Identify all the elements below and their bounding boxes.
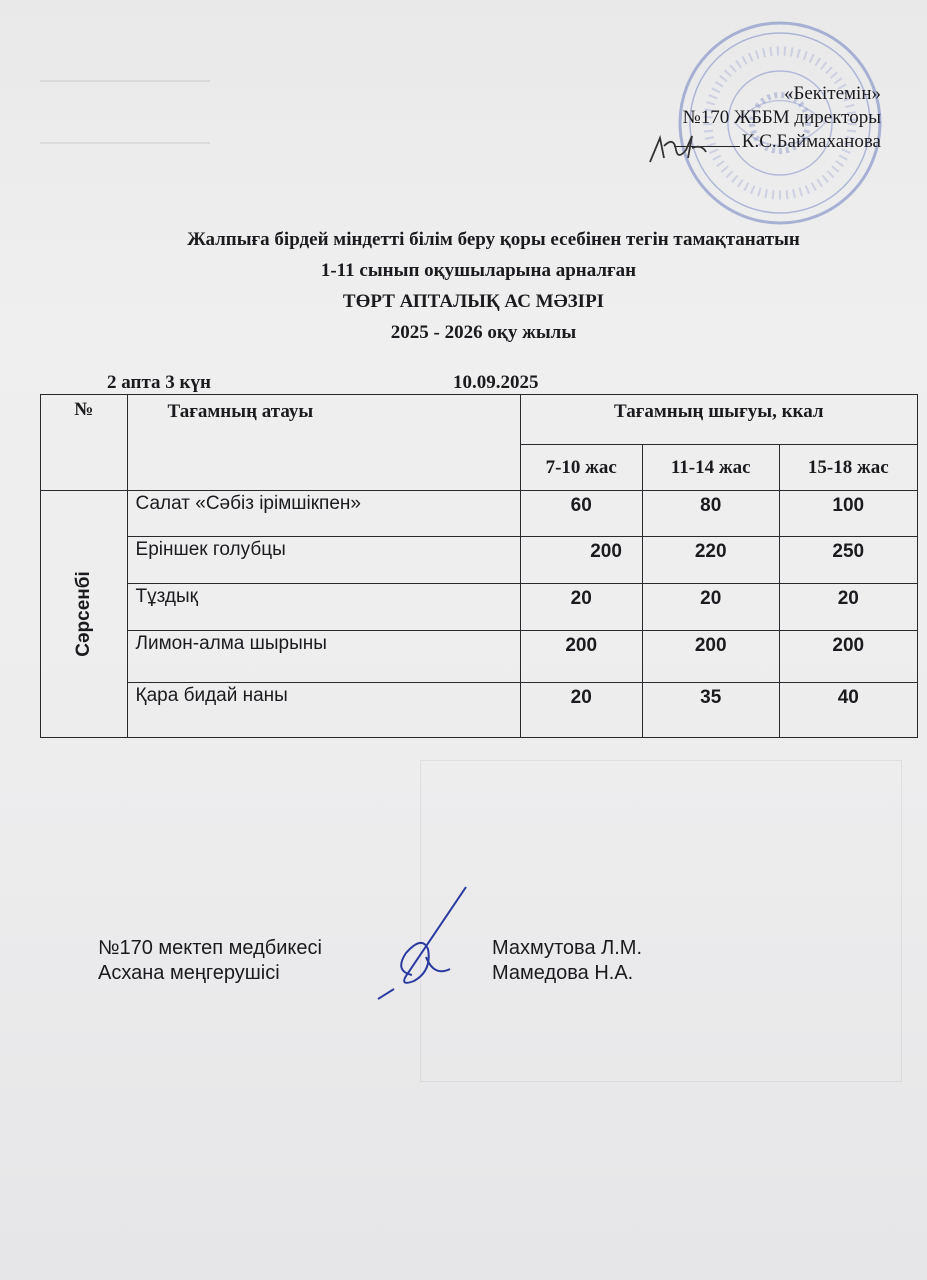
approval-position: №170 ЖББМ директоры	[682, 107, 881, 128]
week-day-label: 2 апта 3 күн	[107, 372, 211, 393]
age-header: 15-18 жас	[779, 445, 917, 491]
table-row	[41, 683, 918, 738]
kcal-value: 200	[779, 631, 917, 683]
menu-title	[0, 224, 927, 348]
signatory-names	[492, 936, 642, 986]
header-row	[41, 395, 918, 445]
canteen-head-name: Мамедова Н.А.	[492, 962, 634, 984]
col-number-header: №	[41, 395, 128, 491]
age-header: 11-14 жас	[642, 445, 779, 491]
director-signature	[630, 128, 720, 168]
table-row	[41, 491, 918, 537]
nurse-position: №170 мектеп медбикесі	[98, 937, 322, 959]
kcal-value: 20	[520, 584, 642, 631]
table-row	[41, 631, 918, 683]
dish-name: Еріншек голубцы	[127, 537, 520, 584]
menu-table	[40, 394, 918, 738]
approval-heading: «Бекітемін»	[783, 83, 881, 104]
kcal-value: 20	[520, 683, 642, 738]
col-name-header: Тағамның атауы	[127, 395, 520, 491]
show-through-mark	[420, 760, 902, 1082]
nurse-name: Махмутова Л.М.	[492, 937, 643, 959]
title-line-2: 1-11 сынып оқушыларына арналған	[320, 260, 637, 281]
kcal-value: 200	[520, 631, 642, 683]
approval-director-name: К.С.Баймаханова	[741, 131, 881, 152]
dish-name: Тұздық	[127, 584, 520, 631]
dish-name: Лимон-алма шырыны	[127, 631, 520, 683]
show-through-mark	[40, 80, 210, 144]
title-line-1: Жалпыға бірдей міндетті білім беру қоры есебінен тегін тамақтанатын	[187, 229, 800, 250]
kcal-value: 250	[779, 537, 917, 584]
signatory-positions	[98, 936, 322, 986]
col-output-header: Тағамның шығуы, ккал	[520, 395, 917, 445]
kcal-value: 200	[642, 631, 779, 683]
day-cell	[41, 491, 128, 738]
dish-name: Қара бидай наны	[127, 683, 520, 738]
table-row	[41, 537, 918, 584]
kcal-value: 100	[779, 491, 917, 537]
kcal-value: 60	[520, 491, 642, 537]
dish-name: Салат «Сәбіз ірімшікпен»	[127, 491, 520, 537]
canteen-head-position: Асхана меңгерушісі	[98, 962, 280, 984]
title-line-3: ТӨРТ АПТАЛЫҚ АС МӘЗІРІ	[342, 291, 605, 312]
handwritten-signature	[368, 885, 488, 1010]
kcal-value: 220	[642, 537, 779, 584]
age-header: 7-10 жас	[520, 445, 642, 491]
table-row	[41, 584, 918, 631]
kcal-value: 35	[642, 683, 779, 738]
title-line-4: 2025 - 2026 оқу жылы	[390, 322, 577, 343]
menu-date: 10.09.2025	[453, 372, 539, 393]
kcal-value: 20	[642, 584, 779, 631]
day-label: Сәрсенбі	[72, 571, 94, 657]
kcal-value: 200	[520, 537, 642, 584]
kcal-value: 40	[779, 683, 917, 738]
kcal-value: 80	[642, 491, 779, 537]
kcal-value: 20	[779, 584, 917, 631]
